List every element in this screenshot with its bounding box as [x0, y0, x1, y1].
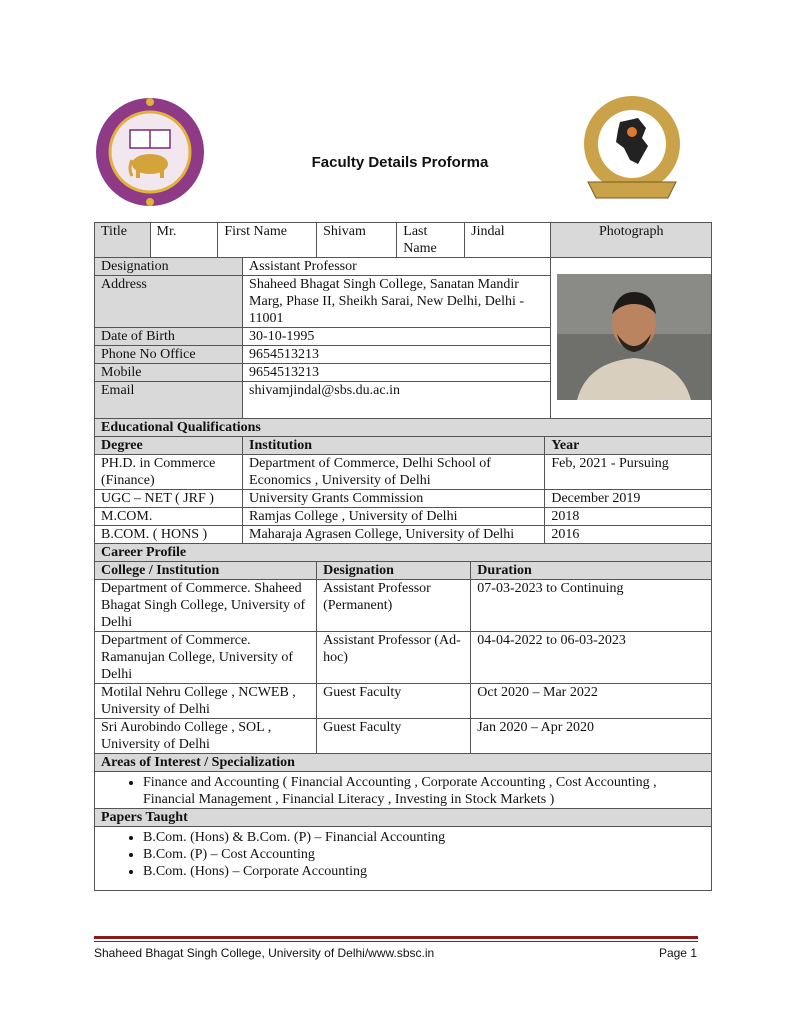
- education-year: 2016: [545, 526, 712, 544]
- papers-cell: [95, 827, 712, 891]
- career-designation: Assistant Professor (Permanent): [317, 580, 471, 632]
- education-institution: Department of Commerce, Delhi School of Economics , University of Delhi: [243, 455, 545, 490]
- career-institution: Motilal Nehru College , NCWEB , University of Delhi: [95, 684, 317, 719]
- education-institution: University Grants Commission: [243, 490, 545, 508]
- dob-value: 30-10-1995: [243, 328, 551, 346]
- table-row: [95, 684, 712, 719]
- title-label: Title: [95, 223, 151, 258]
- footer-rule-thin: [94, 941, 698, 942]
- papers-section-title: Papers Taught: [95, 809, 712, 827]
- photo-cell: [551, 258, 712, 419]
- education-year: December 2019: [545, 490, 712, 508]
- education-degree: PH.D. in Commerce (Finance): [95, 455, 243, 490]
- table-row: [95, 719, 712, 754]
- list-item: • B.Com. (Hons) – Corporate Accounting: [143, 863, 705, 880]
- education-institution: Ramjas College , University of Delhi: [243, 508, 545, 526]
- career-institution: Department of Commerce. Ramanujan College, University of Delhi: [95, 632, 317, 684]
- career-institution: Sri Aurobindo College , SOL , University of Delhi: [95, 719, 317, 754]
- education-degree: UGC – NET ( JRF ): [95, 490, 243, 508]
- address-label: Address: [95, 276, 243, 328]
- career-header-duration: Duration: [471, 562, 712, 580]
- education-year: Feb, 2021 - Pursuing: [545, 455, 712, 490]
- education-header-degree: Degree: [95, 437, 243, 455]
- faculty-details-table: [94, 222, 712, 891]
- career-duration: 04-04-2022 to 06-03-2023: [471, 632, 712, 684]
- table-row: [95, 580, 712, 632]
- table-row: [95, 490, 712, 508]
- list-item: • Finance and Accounting ( Financial Accounting , Corporate Accounting , Cost Accounting , Financial Management , Financial Literacy , Investing in Stock Markets ): [143, 774, 705, 808]
- career-designation: Assistant Professor (Ad-hoc): [317, 632, 471, 684]
- first-name-label: First Name: [218, 223, 317, 258]
- email-label: Email: [95, 382, 243, 419]
- title-value: Mr.: [150, 223, 218, 258]
- interests-cell: [95, 772, 712, 809]
- table-row: [95, 455, 712, 490]
- education-degree: B.COM. ( HONS ): [95, 526, 243, 544]
- career-duration: 07-03-2023 to Continuing: [471, 580, 712, 632]
- mobile-value: 9654513213: [243, 364, 551, 382]
- career-designation: Guest Faculty: [317, 684, 471, 719]
- phone-label: Phone No Office: [95, 346, 243, 364]
- footer-text: Shaheed Bhagat Singh College, University of Delhi/www.sbsc.in: [94, 946, 435, 960]
- list-item: • B.Com. (P) – Cost Accounting: [143, 846, 705, 863]
- education-institution: Maharaja Agrasen College, University of Delhi: [243, 526, 545, 544]
- interests-list: [101, 774, 705, 808]
- page-number: Page 1: [658, 946, 697, 960]
- papers-list: [101, 829, 705, 880]
- career-header-designation: Designation: [317, 562, 471, 580]
- sbs-college-logo-icon: [580, 94, 684, 206]
- footer-rule: [94, 936, 698, 939]
- designation-label: Designation: [95, 258, 243, 276]
- education-degree: M.COM.: [95, 508, 243, 526]
- university-of-delhi-logo-icon: [94, 96, 206, 208]
- education-header-year: Year: [545, 437, 712, 455]
- education-header-institution: Institution: [243, 437, 545, 455]
- designation-value: Assistant Professor: [243, 258, 551, 276]
- career-duration: Oct 2020 – Mar 2022: [471, 684, 712, 719]
- last-name-label: Last Name: [397, 223, 465, 258]
- education-section-title: Educational Qualifications: [95, 419, 712, 437]
- dob-label: Date of Birth: [95, 328, 243, 346]
- career-institution: Department of Commerce. Shaheed Bhagat Singh College, University of Delhi: [95, 580, 317, 632]
- last-name-value: Jindal: [465, 223, 551, 258]
- table-row: [95, 632, 712, 684]
- email-value: shivamjindal@sbs.du.ac.in: [243, 382, 551, 419]
- mobile-label: Mobile: [95, 364, 243, 382]
- table-row: [95, 526, 712, 544]
- career-designation: Guest Faculty: [317, 719, 471, 754]
- address-value: Shaheed Bhagat Singh College, Sanatan Mandir Marg, Phase II, Sheikh Sarai, New Delhi, Delhi - 11001: [243, 276, 551, 328]
- education-year: 2018: [545, 508, 712, 526]
- list-item: • B.Com. (Hons) & B.Com. (P) – Financial Accounting: [143, 829, 705, 846]
- faculty-photo: [557, 274, 711, 400]
- career-section-title: Career Profile: [95, 544, 712, 562]
- career-duration: Jan 2020 – Apr 2020: [471, 719, 712, 754]
- table-row: [95, 508, 712, 526]
- document-title: Faculty Details Proforma: [311, 154, 489, 171]
- interests-section-title: Areas of Interest / Specialization: [95, 754, 712, 772]
- phone-value: 9654513213: [243, 346, 551, 364]
- first-name-value: Shivam: [317, 223, 397, 258]
- career-header-institution: College / Institution: [95, 562, 317, 580]
- photograph-label: Photograph: [551, 223, 712, 258]
